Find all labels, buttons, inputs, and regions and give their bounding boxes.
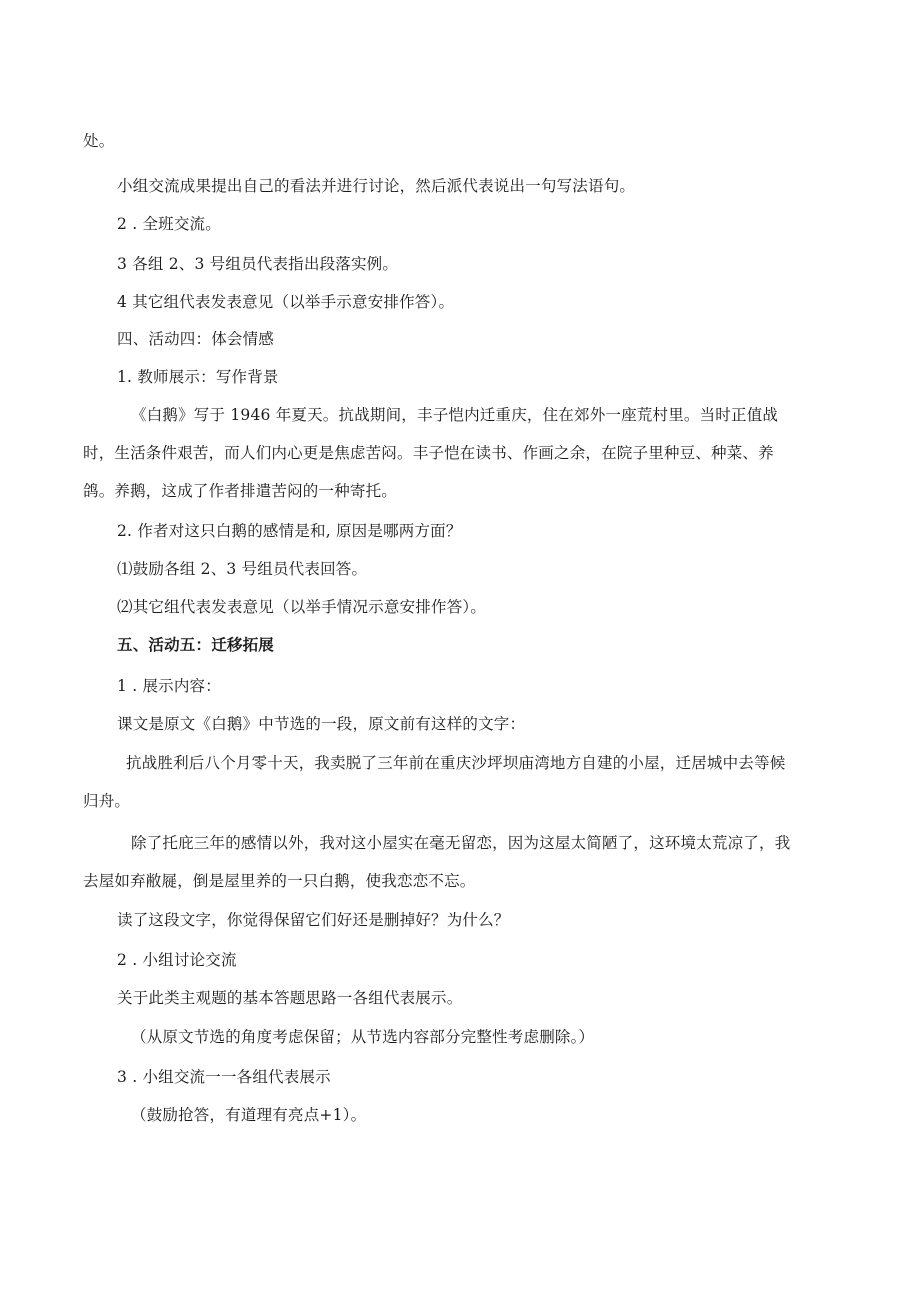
text-line: 小组交流成果提出自己的看法并进行讨论，然后派代表说出一句写法语句。 — [117, 177, 636, 195]
text-line: 2 . 全班交流。 — [117, 215, 221, 233]
text-line: 2. 作者对这只白鹅的感情是和, 原因是哪两方面？ — [117, 522, 462, 540]
text-line: ⑴鼓励各组 2、3 号组员代表回答。 — [117, 560, 368, 578]
text-line: ⑵其它组代表发表意见（以举手情况示意安排作答）。 — [117, 598, 487, 616]
section-heading: 四、活动四：体会情感 — [117, 330, 275, 348]
text-line: 课文是原文《白鹅》中节选的一段，原文前有这样的文字： — [117, 715, 526, 733]
text-line: 2 . 小组讨论交流 — [117, 951, 237, 969]
text-line: 3 各组 2、3 号组员代表指出段落实例。 — [117, 255, 399, 273]
quote-line: 去屋如弃敝屣，倒是屋里养的一只白鹅，使我恋恋不忘。 — [83, 872, 476, 890]
text-line: 关于此类主观题的基本答题思路一各组代表展示。 — [117, 989, 463, 1007]
section-heading: 五、活动五：迁移拓展 — [117, 636, 275, 654]
text-line: 1 . 展示内容： — [117, 677, 221, 695]
text-line: （鼓励抢答，有道理有亮点+1）。 — [131, 1106, 367, 1124]
quote-line: 抗战胜利后八个月零十天，我卖脱了三年前在重庆沙坪坝庙湾地方自建的小屋，迁居城中去等候 — [126, 754, 786, 772]
text-line: 时，生活条件艰苦，而人们内心更是焦虑苦闷。丰子恺在读书、作画之余，在院子里种豆、种菜、养 — [83, 444, 774, 462]
text-line: 3 . 小组交流一一各组代表展示 — [117, 1068, 331, 1086]
text-line: 《白鹅》写于 1946 年夏天。抗战期间，丰子恺内迁重庆，住在郊外一座荒村里。当时正值战 — [131, 406, 779, 424]
text-line: 处。 — [83, 132, 115, 150]
text-line: 4 其它组代表发表意见（以举手示意安排作答）。 — [117, 293, 455, 311]
text-line: 1. 教师展示：写作背景 — [117, 368, 279, 386]
text-line: （从原文节选的角度考虑保留；从节选内容部分完整性考虑删除。） — [131, 1028, 595, 1046]
quote-line: 归舟。 — [83, 792, 131, 810]
text-line: 鸽。养鹅，这成了作者排遣苦闷的一种寄托。 — [83, 482, 398, 500]
text-line: 读了这段文字，你觉得保留它们好还是删掉好？为什么？ — [117, 911, 510, 929]
quote-line: 除了托庇三年的感情以外，我对这小屋实在毫无留恋，因为这屋太简陋了，这环境太荒凉了，我 — [131, 834, 791, 852]
